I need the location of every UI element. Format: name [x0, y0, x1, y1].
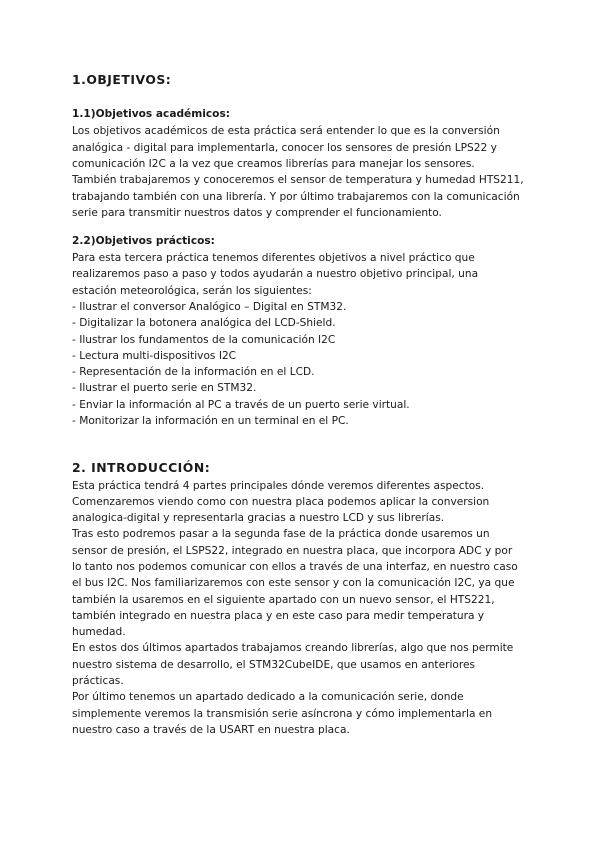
- paragraph-line: Esta práctica tendrá 4 partes principales dónde veremos diferentes aspectos.: [72, 480, 485, 492]
- paragraph-line: simplemente veremos la transmisión serie asíncrona y cómo implementarla en: [72, 708, 493, 720]
- paragraph-line: prácticas.: [72, 675, 124, 687]
- paragraph-line: también integrado en nuestra placa y en este caso para medir temperatura y: [72, 610, 485, 622]
- list-item: - Ilustrar los fundamentos de la comunicación I2C: [72, 334, 336, 346]
- paragraph-line: Para esta tercera práctica tenemos diferentes objetivos a nivel práctico que: [72, 252, 475, 264]
- list-item: - Ilustrar el conversor Analógico – Digital en STM32.: [72, 301, 347, 313]
- list-item: - Ilustrar el puerto serie en STM32.: [72, 382, 257, 394]
- paragraph-line: analogica-digital y representarla gracias a nuestro LCD y sus librerías.: [72, 512, 445, 524]
- paragraph-line: serie para transmitir nuestros datos y comprender el funcionamiento.: [72, 207, 442, 219]
- paragraph-line: También trabajaremos y conoceremos el sensor de temperatura y humedad HTS211,: [72, 174, 524, 186]
- section-2-heading: 2. INTRODUCCIÓN:: [72, 460, 211, 475]
- section-1-heading: 1.OBJETIVOS:: [72, 72, 172, 87]
- list-item: - Digitalizar la botonera analógica del LCD-Shield.: [72, 317, 336, 329]
- paragraph-line: comunicación I2C a la vez que creamos librerías para manejar los sensores.: [72, 158, 475, 170]
- list-item: - Enviar la información al PC a través de un puerto serie virtual.: [72, 399, 410, 411]
- paragraph-line: analógica - digital para implementarla, conocer los sensores de presión LPS22 y: [72, 142, 497, 154]
- paragraph-line: Por último tenemos un apartado dedicado a la comunicación serie, donde: [72, 691, 464, 703]
- paragraph-line: también la usaremos en el siguiente apartado con un nuevo sensor, el HTS221,: [72, 594, 495, 606]
- paragraph-line: lo tanto nos podemos comunicar con ellos a través de una interfaz, en nuestro caso: [72, 561, 518, 573]
- paragraph-line: trabajando también con una librería. Y por último trabajaremos con la comunicación: [72, 191, 520, 203]
- subsection-2-2-heading: 2.2)Objetivos prácticos:: [72, 235, 215, 247]
- paragraph-line: sensor de presión, el LSPS22, integrado en nuestra placa, que incorpora ADC y por: [72, 545, 513, 557]
- paragraph-line: humedad.: [72, 626, 126, 638]
- paragraph-line: Los objetivos académicos de esta práctica será entender lo que es la conversión: [72, 125, 500, 137]
- paragraph-line: Comenzaremos viendo como con nuestra placa podemos aplicar la conversion: [72, 496, 490, 508]
- list-item: - Representación de la información en el LCD.: [72, 366, 315, 378]
- paragraph-line: Tras esto podremos pasar a la segunda fase de la práctica donde usaremos un: [72, 528, 490, 540]
- paragraph-line: En estos dos últimos apartados trabajamos creando librerías, algo que nos permite: [72, 642, 514, 654]
- list-item: - Monitorizar la información en un terminal en el PC.: [72, 415, 349, 427]
- list-item: - Lectura multi-dispositivos I2C: [72, 350, 237, 362]
- paragraph-line: realizaremos paso a paso y todos ayudarán a nuestro objetivo principal, una: [72, 268, 479, 280]
- paragraph-line: el bus I2C. Nos familiarizaremos con este sensor y con la comunicación I2C, ya que: [72, 577, 515, 589]
- paragraph-line: nuestro caso a través de la USART en nuestra placa.: [72, 724, 350, 736]
- paragraph-line: nuestro sistema de desarrollo, el STM32CubeIDE, que usamos en anteriores: [72, 659, 476, 671]
- paragraph-line: estación meteorológica, serán los siguientes:: [72, 285, 312, 297]
- subsection-1-1-heading: 1.1)Objetivos académicos:: [72, 108, 231, 120]
